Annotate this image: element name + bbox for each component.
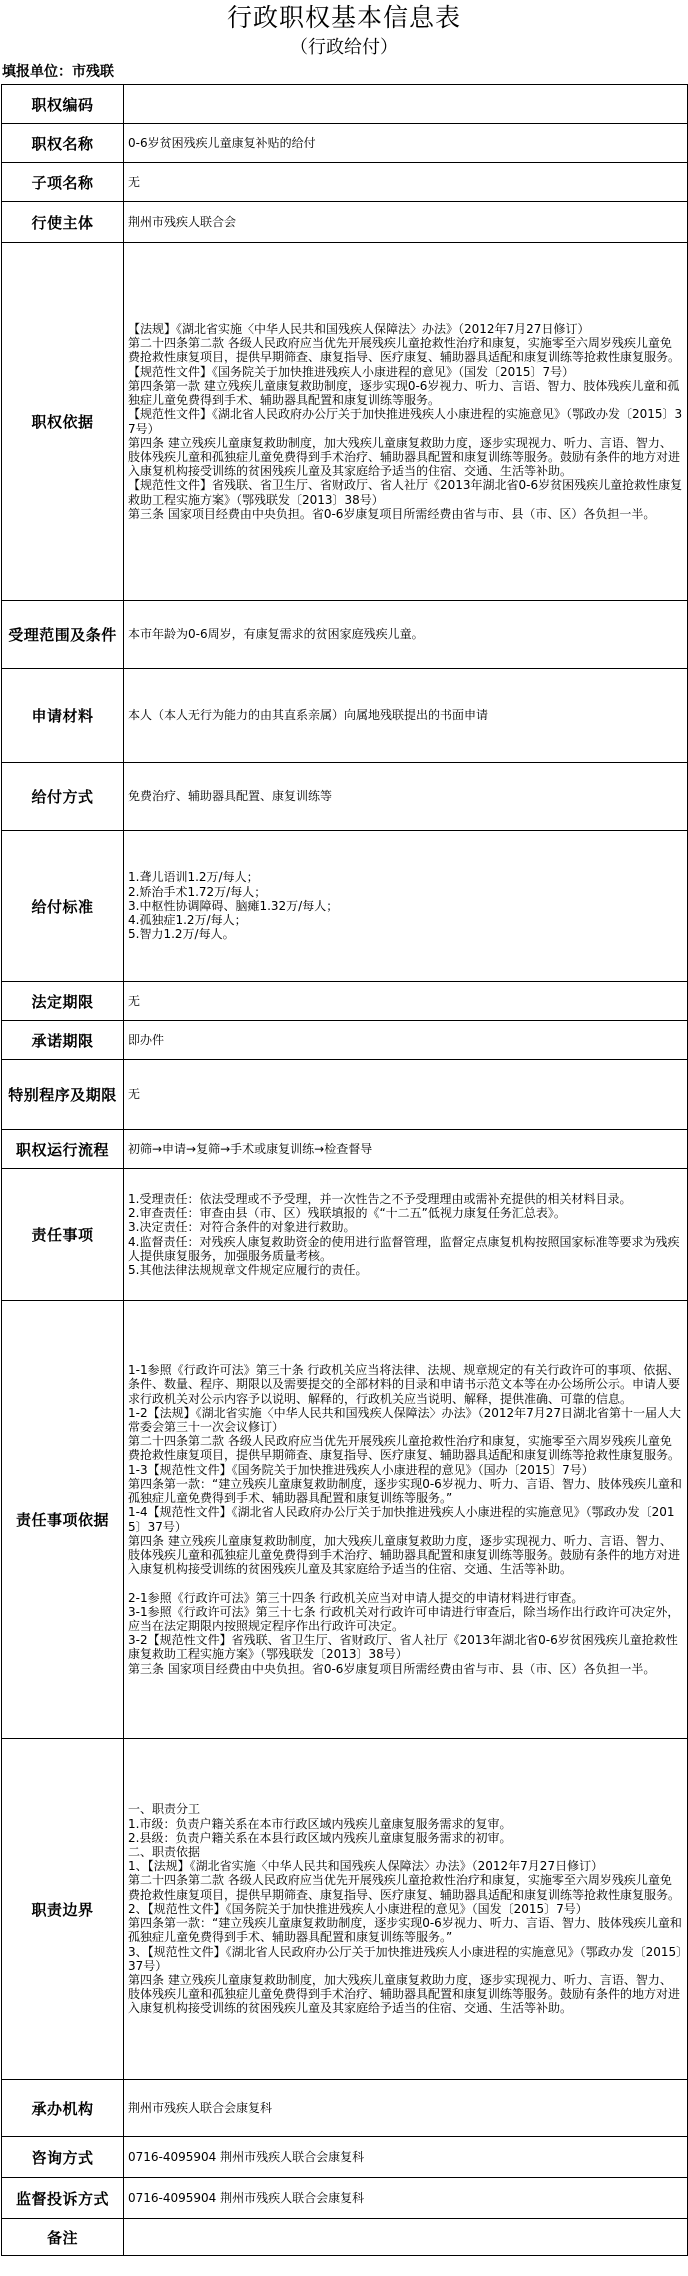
row-duties	[2, 1169, 688, 1301]
row-label: 职权运行流程	[2, 1130, 124, 1169]
info-table	[1, 84, 688, 2256]
row-label: 责任事项依据	[2, 1301, 124, 1739]
row-value: 本市年龄为0-6周岁，有康复需求的贫困家庭残疾儿童。	[124, 601, 688, 669]
row-value: 1.聋儿语训1.2万/每人； 2.矫治手术1.72万/每人； 3.中枢性协调障碍、脑瘫1.32万/每人； 4.孤独症1.2万/每人； 5.智力1.2万/每人。	[124, 831, 688, 982]
row-value	[124, 85, 688, 124]
row-value: 即办件	[124, 1021, 688, 1060]
row-method	[2, 763, 688, 831]
row-label: 职权依据	[2, 243, 124, 601]
row-value: 免费治疗、辅助器具配置、康复训练等	[124, 763, 688, 831]
row-label: 备注	[2, 2219, 124, 2256]
row-complaint	[2, 2178, 688, 2219]
row-subitem	[2, 163, 688, 202]
row-value: 初筛→申请→复筛→手术或康复训练→检查督导	[124, 1130, 688, 1169]
row-value: 无	[124, 1060, 688, 1130]
row-legal-limit	[2, 982, 688, 1021]
row-value: 1-1参照《行政许可法》第三十条 行政机关应当将法律、法规、规章规定的有关行政许可的事项、依据、条件、数量、程序、期限以及需要提交的全部材料的目录和申请书示范文本等在办公场所公示。申请人要求行政机关对公示内容予以说明、解释的，行政机关应当说明、解释，提供准确、可靠的信息。 1-2【法规】《湖北省实施〈中华人民共和国残疾人保障法〉办法》（2012年7月27日湖北省第十一届人大常委会第三十一次会议修订） 第二十四条第二款 各级人民政府应当优先开展残疾儿童抢救性治疗和康复，实施零至六周岁残疾儿童免费抢救性康复项目，提供早期筛查、康复指导、医疗康复、辅助器具适配和康复训练等抢救性康复服务。 1-3【规范性文件】《国务院关于加快推进残疾人小康进程的意见》（国办〔2015〕7号） 第四条第一款：“建立残疾儿童康复救助制度，逐步实现0-6岁视力、听力、言语、智力、肢体残疾儿童和孤独症儿童免费得到手术、辅助器具配置和康复训练等服务。” 1-4【规范性文件】《湖北省人民政府办公厅关于加快推进残疾人小康进程的实施意见》（鄂政办发〔2015〕37号） 第四条 建立残疾儿童康复救助制度，加大残疾儿童康复救助力度，逐步实现视力、听力、言语、智力、肢体残疾儿童和孤独症儿童免费得到手术治疗、辅助器具配置和康复训练等服务。鼓励有条件的地方对进入康复机构接受训练的贫困残疾儿童及其家庭给予适当的住宿、交通、生活等补助。 2-1参照《行政许可法》第三十四条 行政机关应当对申请人提交的申请材料进行审查。 3-1参照《行政许可法》第三十七条 行政机关对行政许可申请进行审查后，除当场作出行政许可决定外，应当在法定期限内按照规定程序作出行政许可决定。 3-2【规范性文件】省残联、省卫生厅、省财政厅、省人社厅《2013年湖北省0-6岁贫困残疾儿童抢救性康复救助工程实施方案》（鄂残联发〔2013〕38号） 第三条 国家项目经费由中央负担。省0-6岁康复项目所需经费由省与市、县（市、区）各负担一半。	[124, 1301, 688, 1739]
row-promise-limit	[2, 1021, 688, 1060]
row-organ	[2, 2080, 688, 2137]
row-remark	[2, 2219, 688, 2256]
row-label: 职权编码	[2, 85, 124, 124]
row-name	[2, 124, 688, 163]
row-label: 子项名称	[2, 163, 124, 202]
row-code	[2, 85, 688, 124]
row-value: 荆州市残疾人联合会	[124, 202, 688, 243]
row-label: 承诺期限	[2, 1021, 124, 1060]
row-label: 给付方式	[2, 763, 124, 831]
row-value: 0-6岁贫困残疾儿童康复补贴的给付	[124, 124, 688, 163]
row-label: 受理范围及条件	[2, 601, 124, 669]
row-value: 0716-4095904 荆州市残疾人联合会康复科	[124, 2178, 688, 2219]
row-value: 无	[124, 982, 688, 1021]
row-label: 特别程序及期限	[2, 1060, 124, 1130]
row-subject	[2, 202, 688, 243]
row-duties-basis	[2, 1301, 688, 1739]
document-title: 行政职权基本信息表	[226, 3, 461, 32]
row-materials	[2, 669, 688, 763]
document-subtitle: （行政给付）	[290, 36, 398, 58]
row-value: 无	[124, 163, 688, 202]
row-label: 法定期限	[2, 982, 124, 1021]
filing-unit: 填报单位：市残联	[2, 64, 114, 80]
row-label: 承办机构	[2, 2080, 124, 2137]
row-value: 【法规】《湖北省实施〈中华人民共和国残疾人保障法〉办法》（2012年7月27日修订） 第二十四条第二款 各级人民政府应当优先开展残疾儿童抢救性治疗和康复，实施零至六周岁残疾儿童免费抢救性康复项目，提供早期筛查、康复指导、医疗康复、辅助器具适配和康复训练等抢救性康复服务。 【规范性文件】《国务院关于加快推进残疾人小康进程的意见》（国发〔2015〕7号） 第四条第一款 建立残疾儿童康复救助制度，逐步实现0-6岁视力、听力、言语、智力、肢体残疾儿童和孤独症儿童免费得到手术、辅助器具配置和康复训练等服务。 【规范性文件】《湖北省人民政府办公厅关于加快推进残疾人小康进程的实施意见》（鄂政办发〔2015〕37号） 第四条 建立残疾儿童康复救助制度，加大残疾儿童康复救助力度，逐步实现视力、听力、言语、智力、肢体残疾儿童和孤独症儿童免费得到手术治疗、辅助器具配置和康复训练等服务。鼓励有条件的地方对进入康复机构接受训练的贫困残疾儿童及其家庭给予适当的住宿、交通、生活等补助。 【规范性文件】省残联、省卫生厅、省财政厅、省人社厅《2013年湖北省0-6岁贫困残疾儿童抢救性康复救助工程实施方案》（鄂残联发〔2013〕38号） 第三条 国家项目经费由中央负担。省0-6岁康复项目所需经费由省与市、县（市、区）各负担一半。	[124, 243, 688, 601]
row-label: 职权名称	[2, 124, 124, 163]
row-value: 本人（本人无行为能力的由其直系亲属）向属地残联提出的书面申请	[124, 669, 688, 763]
row-flow	[2, 1130, 688, 1169]
row-label: 给付标准	[2, 831, 124, 982]
row-value	[124, 2219, 688, 2256]
row-boundary	[2, 1739, 688, 2080]
row-label: 责任事项	[2, 1169, 124, 1301]
row-value: 一、职责分工 1.市级：负责户籍关系在本市行政区域内残疾儿童康复服务需求的复审。 2.县级：负责户籍关系在本县行政区域内残疾儿童康复服务需求的初审。 二、职责依据 1、【法规】《湖北省实施〈中华人民共和国残疾人保障法〉办法》（2012年7月27日修订） 第二十四条第二款 各级人民政府应当优先开展残疾儿童抢救性治疗和康复，实施零至六周岁残疾儿童免费抢救性康复项目，提供早期筛查、康复指导、医疗康复、辅助器具适配和康复训练等抢救性康复服务。 2、【规范性文件】《国务院关于加快推进残疾人小康进程的意见》（国发〔2015〕7号） 第四条第一款：“建立残疾儿童康复救助制度，逐步实现0-6岁视力、听力、言语、智力、肢体残疾儿童和孤独症儿童免费得到手术、辅助器具配置和康复训练等服务。” 3、【规范性文件】《湖北省人民政府办公厅关于加快推进残疾人小康进程的实施意见》（鄂政办发〔2015〕37号） 第四条 建立残疾儿童康复救助制度，加大残疾儿童康复救助力度，逐步实现视力、听力、言语、智力、肢体残疾儿童和孤独症儿童免费得到手术治疗、辅助器具配置和康复训练等服务。鼓励有条件的地方对进入康复机构接受训练的贫困残疾儿童及其家庭给予适当的住宿、交通、生活等补助。	[124, 1739, 688, 2080]
row-value: 0716-4095904 荆州市残疾人联合会康复科	[124, 2137, 688, 2178]
row-label: 申请材料	[2, 669, 124, 763]
row-consult	[2, 2137, 688, 2178]
row-special	[2, 1060, 688, 1130]
row-label: 行使主体	[2, 202, 124, 243]
row-scope	[2, 601, 688, 669]
row-label: 咨询方式	[2, 2137, 124, 2178]
row-standard	[2, 831, 688, 982]
row-basis	[2, 243, 688, 601]
row-value: 1.受理责任：依法受理或不予受理，并一次性告之不予受理理由或需补充提供的相关材料目录。 2.审查责任：审查由县（市、区）残联填报的《“十二五”低视力康复任务汇总表》。 3.决定责任：对符合条件的对象进行救助。 4.监督责任：对残疾人康复救助资金的使用进行监督管理，监督定点康复机构按照国家标准等要求为残疾人提供康复服务，加强服务质量考核。 5.其他法律法规规章文件规定应履行的责任。	[124, 1169, 688, 1301]
row-label: 监督投诉方式	[2, 2178, 124, 2219]
row-label: 职责边界	[2, 1739, 124, 2080]
row-value: 荆州市残疾人联合会康复科	[124, 2080, 688, 2137]
